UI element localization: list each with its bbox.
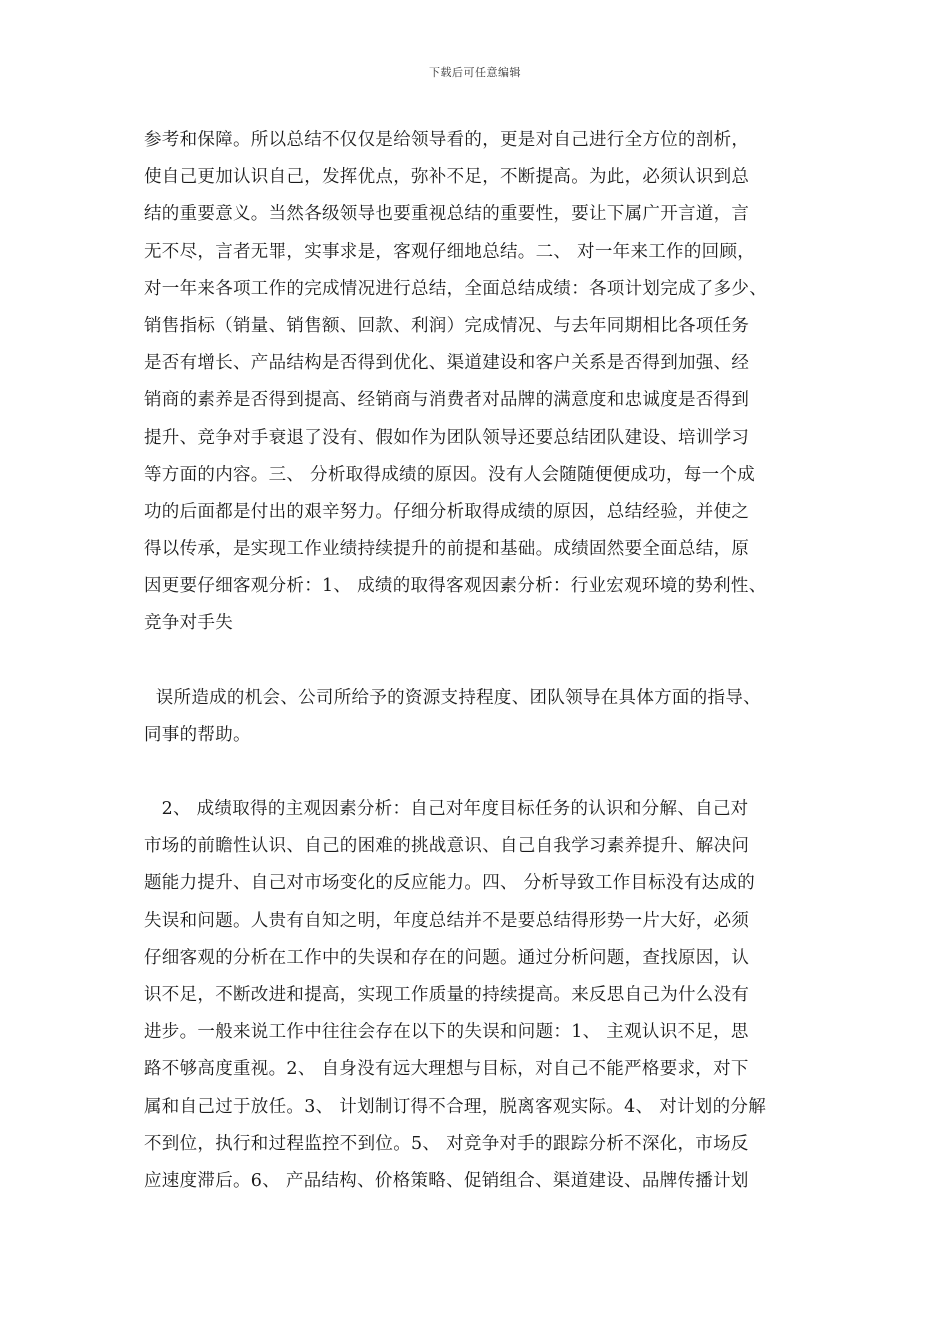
paragraph-1 — [144, 122, 824, 643]
text-line: 功的后面都是付出的艰辛努力。仔细分析取得成绩的原因，总结经验，并使之 — [144, 501, 750, 522]
text-line: 不到位，执行和过程监控不到位。5、 对竞争对手的跟踪分析不深化，市场反 — [144, 1133, 749, 1154]
page-header: 下载后可任意编辑 — [429, 66, 521, 79]
paragraph-3 — [144, 791, 824, 1200]
paragraph-2 — [144, 680, 824, 754]
text-line: 销商的素养是否得到提高、经销商与消费者对品牌的满意度和忠诚度是否得到 — [144, 390, 750, 411]
text-line: 2、 成绩取得的主观因素分析：自己对年度目标任务的认识和分解、自己对 — [144, 799, 749, 819]
text-line: 等方面的内容。三、 分析取得成绩的原因。没有人会随随便便成功，每一个成 — [144, 464, 756, 485]
text-line: 因更要仔细客观分析：1、 成绩的取得客观因素分析：行业宏观环境的势利性、 — [144, 576, 767, 597]
document-body — [144, 122, 824, 1200]
text-line: 对一年来各项工作的完成情况进行总结，全面总结成绩：各项计划完成了多少、 — [144, 278, 767, 299]
text-line: 路不够高度重视。2、 自身没有远大理想与目标，对自己不能严格要求，对下 — [144, 1059, 749, 1080]
paragraph-spacer — [144, 754, 824, 791]
text-line: 识不足，不断改进和提高，实现工作质量的持续提高。来反思自己为什么没有 — [144, 984, 750, 1005]
text-line: 得以传承，是实现工作业绩持续提升的前提和基础。成绩固然要全面总结，原 — [144, 539, 750, 560]
text-line: 无不尽，言者无罪，实事求是，客观仔细地总结。二、 对一年来工作的回顾， — [144, 241, 756, 262]
text-line: 进步。一般来说工作中往往会存在以下的失误和问题：1、 主观认识不足，思 — [144, 1022, 749, 1043]
text-line: 提升、竞争对手衰退了没有、假如作为团队领导还要总结团队建设、培训学习 — [144, 427, 750, 448]
text-line: 仔细客观的分析在工作中的失误和存在的问题。通过分析问题，查找原因，认 — [144, 947, 750, 968]
text-line: 结的重要意义。当然各级领导也要重视总结的重要性，要让下属广开言道，言 — [144, 204, 750, 225]
text-line: 误所造成的机会、公司所给予的资源支持程度、团队领导在具体方面的指导、 — [144, 687, 761, 708]
text-line: 题能力提升、自己对市场变化的反应能力。四、 分析导致工作目标没有达成的 — [144, 873, 756, 894]
text-line: 销售指标（销量、销售额、回款、利润）完成情况、与去年同期相比各项任务 — [144, 315, 750, 336]
text-line: 市场的前瞻性认识、自己的困难的挑战意识、自己自我学习素养提升、解决问 — [144, 836, 750, 857]
paragraph-spacer — [144, 643, 824, 680]
text-line: 应速度滞后。6、 产品结构、价格策略、促销组合、渠道建设、品牌传播计划 — [144, 1170, 749, 1191]
text-line: 使自己更加认识自己，发挥优点，弥补不足，不断提高。为此，必须认识到总 — [144, 167, 750, 188]
text-line: 竞争对手失 — [144, 613, 233, 634]
text-line: 是否有增长、产品结构是否得到优化、渠道建设和客户关系是否得到加强、经 — [144, 353, 750, 374]
text-line: 属和自己过于放任。3、 计划制订得不合理，脱离客观实际。4、 对计划的分解 — [144, 1096, 766, 1117]
text-line: 参考和保障。所以总结不仅仅是给领导看的，更是对自己进行全方位的剖析， — [144, 130, 750, 150]
text-line: 同事的帮助。 — [144, 724, 251, 745]
text-line: 失误和问题。人贵有自知之明，年度总结并不是要总结得形势一片大好，必须 — [144, 910, 750, 931]
